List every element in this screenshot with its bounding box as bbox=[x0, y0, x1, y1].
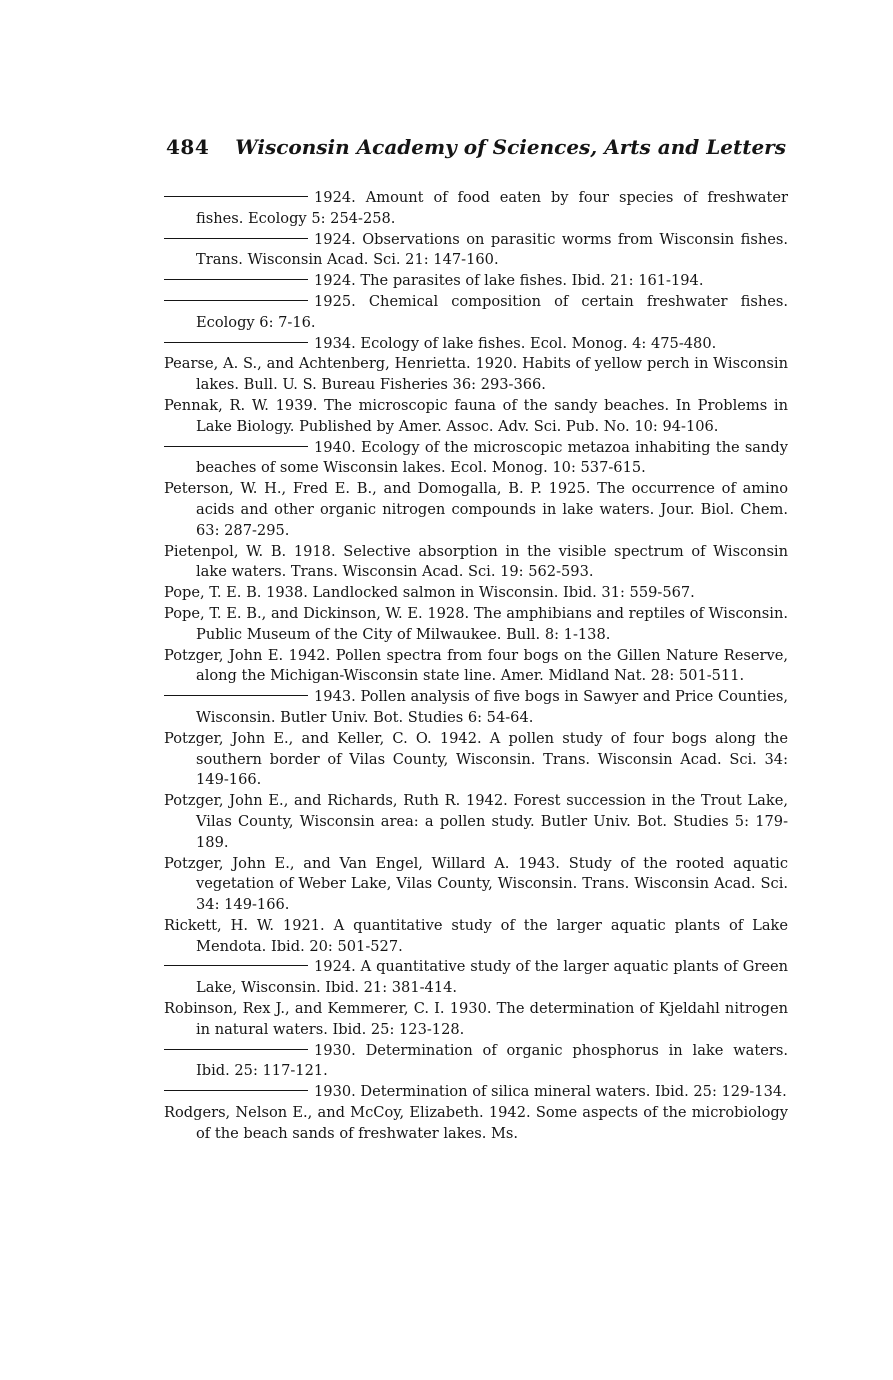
bibliography-entry bbox=[164, 542, 788, 584]
ditto-dash bbox=[164, 1090, 308, 1091]
bibliography-entry bbox=[164, 292, 788, 334]
ditto-dash bbox=[164, 965, 308, 966]
bibliography-entry bbox=[164, 334, 788, 355]
entry-text: 1943. Pollen analysis of five bogs in Sawyer and Price Counties, Wisconsin. Butler Univ. Bot. Studies 6: 54-64. bbox=[196, 688, 788, 726]
bibliography-entry bbox=[164, 604, 788, 646]
entry-text: Robinson, Rex J., and Kemmerer, C. I. 1930. The determination of Kjeldahl nitrogen in natural waters. Ibid. 25: 123-128. bbox=[164, 1000, 788, 1038]
bibliography-entry bbox=[164, 583, 788, 604]
ditto-dash bbox=[164, 279, 308, 280]
bibliography-entry bbox=[164, 957, 788, 999]
bibliography-entry bbox=[164, 188, 788, 230]
bibliography-entry bbox=[164, 438, 788, 480]
ditto-dash bbox=[164, 238, 308, 239]
entry-text: 1940. Ecology of the microscopic metazoa inhabiting the sandy beaches of some Wisconsin lakes. Ecol. Monog. 10: 537-615. bbox=[196, 438, 788, 477]
entry-text: Rickett, H. W. 1921. A quantitative study of the larger aquatic plants of Lake Mendota. Ibid. 20: 501-527. bbox=[164, 916, 788, 955]
entry-text: 1934. Ecology of lake fishes. Ecol. Monog. 4: 475-480. bbox=[314, 334, 717, 352]
entry-text: 1924. The parasites of lake fishes. Ibid. 21: 161-194. bbox=[314, 272, 704, 290]
entry-text: 1924. Amount of food eaten by four species of freshwater fishes. Ecology 5: 254-258. bbox=[196, 189, 788, 227]
page-header bbox=[166, 135, 786, 165]
bibliography-entry bbox=[164, 1041, 788, 1083]
entry-text: 1930. Determination of silica mineral waters. Ibid. 25: 129-134. bbox=[314, 1083, 787, 1101]
bibliography-entry bbox=[164, 646, 788, 688]
entry-text: Pietenpol, W. B. 1918. Selective absorption in the visible spectrum of Wisconsin lake waters. Trans. Wisconsin Acad. Sci. 19: 562-593. bbox=[164, 542, 788, 581]
ditto-dash bbox=[164, 695, 308, 696]
bibliography-entry bbox=[164, 916, 788, 958]
page-number: 484 bbox=[166, 135, 210, 159]
bibliography-entry bbox=[164, 271, 788, 292]
entry-text: Pearse, A. S., and Achtenberg, Henrietta. 1920. Habits of yellow perch in Wisconsin lakes. Bull. U. S. Bureau Fisheries 36: 293-366. bbox=[164, 355, 788, 394]
entry-text: Potzger, John E. 1942. Pollen spectra from four bogs on the Gillen Nature Reserve, along the Michigan-Wisconsin state line. Amer. Midland Nat. 28: 501-511. bbox=[164, 646, 788, 685]
bibliography-entry bbox=[164, 854, 788, 916]
entry-text: Potzger, John E., and Van Engel, Willard A. 1943. Study of the rooted aquatic vegetation of Weber Lake, Vilas County, Wisconsin. Trans. Wisconsin Acad. Sci. 34: 149-166. bbox=[164, 854, 788, 914]
bibliography-entry bbox=[164, 1103, 788, 1145]
ditto-dash bbox=[164, 300, 308, 301]
bibliography-entry bbox=[164, 479, 788, 541]
bibliography-entry bbox=[164, 729, 788, 791]
ditto-dash bbox=[164, 342, 308, 343]
ditto-dash bbox=[164, 196, 308, 197]
bibliography-entry bbox=[164, 791, 788, 853]
entry-text: 1924. Observations on parasitic worms from Wisconsin fishes. Trans. Wisconsin Acad. Sci. 21: 147-160. bbox=[196, 230, 788, 269]
bibliography-entry bbox=[164, 396, 788, 438]
running-title: Wisconsin Academy of Sciences, Arts and Letters bbox=[235, 135, 786, 159]
bibliography-entry bbox=[164, 1082, 788, 1103]
entry-text: Peterson, W. H., Fred E. B., and Domogalla, B. P. 1925. The occurrence of amino acids and other organic nitrogen compounds in lake waters. Jour. Biol. Chem. 63: 287-295. bbox=[164, 480, 788, 539]
entry-text: 1930. Determination of organic phosphorus in lake waters. Ibid. 25: 117-121. bbox=[196, 1041, 788, 1080]
entry-text: Potzger, John E., and Keller, C. O. 1942. A pollen study of four bogs along the southern border of Vilas County, Wisconsin. Trans. Wisconsin Acad. Sci. 34: 149-166. bbox=[164, 729, 788, 789]
entry-text: Pope, T. E. B., and Dickinson, W. E. 1928. The amphibians and reptiles of Wisconsin. Public Museum of the City of Milwaukee. Bull. 8: 1-138. bbox=[164, 604, 788, 643]
bibliography-entry bbox=[164, 999, 788, 1041]
bibliography-entry bbox=[164, 230, 788, 272]
entry-text: Pope, T. E. B. 1938. Landlocked salmon in Wisconsin. Ibid. 31: 559-567. bbox=[164, 584, 695, 602]
entry-text: Potzger, John E., and Richards, Ruth R. 1942. Forest succession in the Trout Lake, Vilas County, Wisconsin area: a pollen study. Butler Univ. Bot. Studies 5: 179-189. bbox=[164, 792, 788, 851]
ditto-dash bbox=[164, 446, 308, 447]
bibliography-list bbox=[164, 188, 788, 1145]
bibliography-entry bbox=[164, 354, 788, 396]
entry-text: Pennak, R. W. 1939. The microscopic fauna of the sandy beaches. In Problems in Lake Biology. Published by Amer. Assoc. Adv. Sci. Pub. No. 10: 94-106. bbox=[164, 396, 788, 435]
bibliography-entry bbox=[164, 687, 788, 729]
entry-text: 1924. A quantitative study of the larger aquatic plants of Green Lake, Wisconsin. Ibid. 21: 381-414. bbox=[196, 958, 788, 997]
entry-text: 1925. Chemical composition of certain freshwater fishes. Ecology 6: 7-16. bbox=[196, 292, 788, 331]
ditto-dash bbox=[164, 1049, 308, 1050]
entry-text: Rodgers, Nelson E., and McCoy, Elizabeth. 1942. Some aspects of the microbiology of the beach sands of freshwater lakes. Ms. bbox=[164, 1104, 788, 1142]
